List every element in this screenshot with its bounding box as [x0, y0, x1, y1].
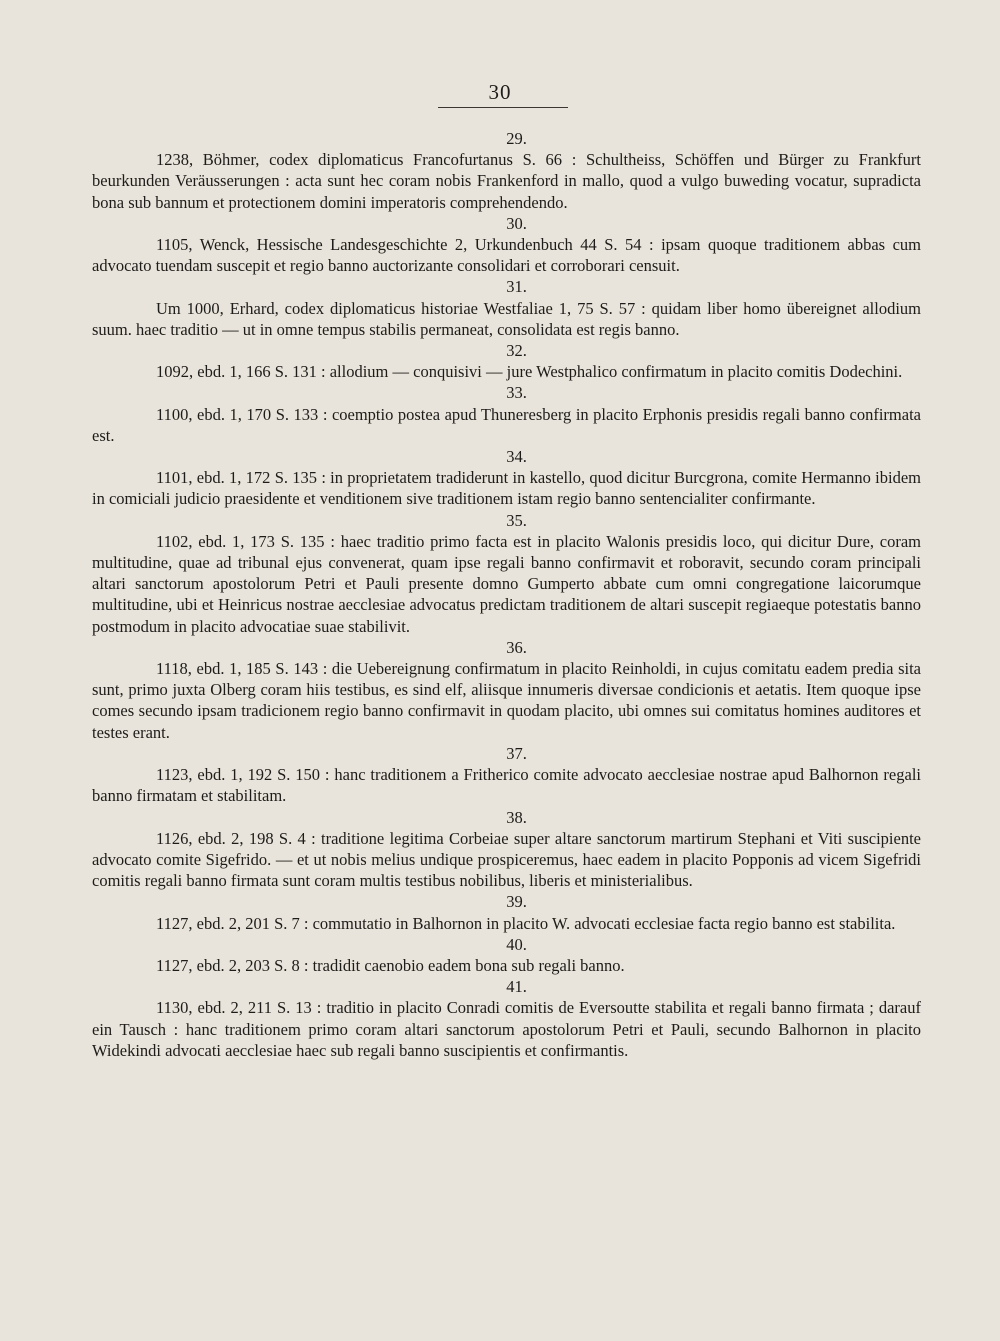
entry-29 — [92, 128, 921, 213]
entry-text: 1127, ebd. 2, 203 S. 8 : tradidit caenobio eadem bona sub regali banno. — [156, 955, 625, 975]
entry-text: 1101, ebd. 1, 172 S. 135 : in proprietatem tradiderunt in kastello, quod dicitur Burcgrona, comite Hermanno ibidem in comiciali judicio praesidente et venditionem sive traditionem istam regio banno sentencialiter confirmante. — [92, 468, 921, 509]
entry-37 — [92, 743, 921, 807]
entry-text: 1123, ebd. 1, 192 S. 150 : hanc traditionem a Fritherico comite advocato aecclesiae nostrae apud Balhornon regali banno firmatam et stabilitam. — [92, 765, 921, 806]
entry-number: 30. — [506, 213, 527, 233]
entry-34 — [92, 446, 921, 510]
entry-text: 1102, ebd. 1, 173 S. 135 : haec traditio primo facta est in placito Walonis presidis loco, qui dicitur Dure, coram multitudine, quae ad tribunal ejus convenerat, quam ipse regali banno confirmavit et roboravit, secundo coram principali altari sanctorum apostolorum Petri et Pauli presente domno Gumperto abbate cum omni congregatione laicorumque multitudine, ubi et Heinricus nostrae aecclesiae advocatus predictam traditionem de altari suscepit regiaeque potestatis banno postmodum in placito advocatiae suae stabilivit. — [92, 531, 921, 636]
entry-number: 31. — [506, 277, 527, 297]
entry-number: 33. — [506, 383, 527, 403]
entry-32 — [92, 340, 921, 382]
entry-text: 1127, ebd. 2, 201 S. 7 : commutatio in Balhornon in placito W. advocati ecclesiae facta regio banno est stabilita. — [156, 913, 896, 933]
entry-text: 1126, ebd. 2, 198 S. 4 : traditione legitima Corbeiae super altare sanctorum martirum Stephani et Viti suscipiente advocato comite Sigefrido. — et ut nobis melius undique prospiceremus, haec eadem in placito Popponis ad vicem Sigefridi comitis regali banno firmata sunt coram multis testibus nobilibus, liberis et ministerialibus. — [92, 828, 921, 891]
entry-number: 41. — [506, 977, 527, 997]
header-rule — [438, 107, 568, 108]
entry-30 — [92, 213, 921, 277]
entry-number: 29. — [506, 129, 527, 148]
entry-number: 32. — [506, 341, 527, 361]
entries-list — [92, 128, 921, 1061]
entry-36 — [92, 637, 921, 743]
entry-number: 34. — [506, 447, 527, 467]
entry-text: 1092, ebd. 1, 166 S. 131 : allodium — conquisivi — jure Westphalico confirmatum in placito comitis Dodechini. — [156, 362, 903, 382]
entry-number: 40. — [506, 934, 527, 954]
entry-number: 37. — [506, 743, 527, 763]
entry-number: 39. — [506, 892, 527, 912]
page-number: 30 — [488, 80, 512, 104]
entry-38 — [92, 807, 921, 892]
entry-text: 1130, ebd. 2, 211 S. 13 : traditio in placito Conradi comitis de Eversoutte stabilita et regali banno firmata ; darauf ein Tausch : hanc traditionem primo coram altari sanctorum apostolorum Petri et Pauli, secundo Balhornon in placito Widekindi advocati aecclesiae haec sub regali banno suscipientis et confirmantis. — [92, 998, 921, 1060]
entry-40 — [92, 934, 921, 976]
entry-41 — [92, 976, 921, 1061]
entry-number: 36. — [506, 637, 527, 657]
entry-39 — [92, 891, 921, 933]
entry-number: 38. — [506, 807, 527, 827]
entry-35 — [92, 510, 921, 637]
entry-text: 1238, Böhmer, codex diplomaticus Francofurtanus S. 66 : Schultheiss, Schöffen und Bürger zu Frankfurt beurkunden Veräusserungen : acta sunt hec coram nobis Frankenford in mallo, quod a vulgo buweding vocatur, supradicta bona sub bannum et protectionem domini imperatoris comprehendendo. — [92, 150, 921, 212]
entry-text: 1100, ebd. 1, 170 S. 133 : coemptio postea apud Thuneresberg in placito Erphonis presidis regali banno confirmata est. — [92, 404, 921, 445]
entry-number: 35. — [506, 510, 527, 530]
entry-text: 1118, ebd. 1, 185 S. 143 : die Uebereignung confirmatum in placito Reinholdi, in cujus comitatu eadem predia sita sunt, primo juxta Olberg coram hiis testibus, es sind elf, aliisque innumeris diversae condicionis et aetatis. Item quoque ipse comes secundo ipsam tradicionem regio banno confirmavit in quodam placito, ubi omnes sui comitatus homines auditores et testes erant. — [92, 659, 921, 742]
entry-33 — [92, 382, 921, 446]
entry-text: Um 1000, Erhard, codex diplomaticus historiae Westfaliae 1, 75 S. 57 : quidam liber homo übereignet allodium suum. haec traditio — ut in omne tempus stabilis permaneat, consolidata est regis banno. — [92, 298, 921, 339]
entry-31 — [92, 276, 921, 340]
entry-text: 1105, Wenck, Hessische Landesgeschichte 2, Urkundenbuch 44 S. 54 : ipsam quoque traditionem abbas cum advocato tuendam suscepit et regio banno auctorizante consolidari et corroborari censuit. — [92, 235, 921, 276]
